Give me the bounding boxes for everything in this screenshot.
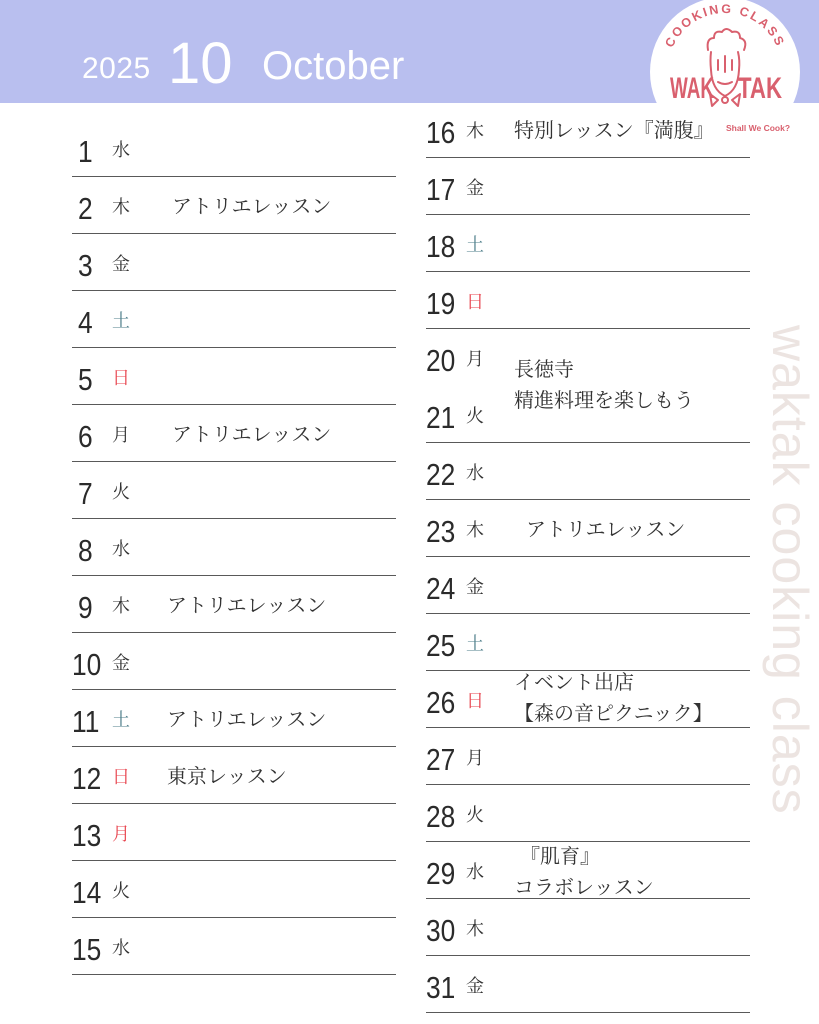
weekday-label: 金 — [466, 178, 484, 199]
multi-event-line: 【森の音ピクニック】 — [514, 701, 713, 725]
weekday-label: 月 — [466, 349, 484, 370]
weekday-label: 木 — [112, 197, 130, 218]
day-number: 21 — [426, 400, 456, 435]
multi-event-line: コラボレッスン — [514, 875, 654, 899]
day-number: 13 — [72, 818, 102, 853]
weekday-label: 木 — [466, 121, 484, 142]
day-number: 9 — [78, 590, 93, 625]
calendar-day-row — [426, 443, 750, 500]
day-number: 24 — [426, 571, 456, 606]
calendar-day-row — [72, 804, 396, 861]
calendar-day-row — [72, 348, 396, 405]
row-divider — [426, 1012, 750, 1013]
calendar-day-row — [72, 861, 396, 918]
multi-event-line: イベント出店 — [514, 670, 634, 694]
calendar-day-row — [72, 576, 396, 633]
weekday-label: 金 — [112, 254, 130, 275]
day-number: 12 — [72, 761, 102, 796]
calendar-day-row — [426, 728, 750, 785]
day-number: 10 — [72, 647, 102, 682]
weekday-label: 土 — [466, 634, 484, 655]
day-number: 1 — [78, 134, 93, 169]
calendar-day-row — [72, 291, 396, 348]
day-number: 28 — [426, 799, 456, 834]
weekday-label: 水 — [112, 938, 130, 959]
day-event: アトリエレッスン — [167, 593, 327, 617]
row-divider — [72, 974, 396, 975]
day-number: 30 — [426, 913, 456, 948]
multi-event-line: 長徳寺 — [514, 357, 574, 381]
weekday-label: 木 — [466, 520, 484, 541]
calendar-day-row — [426, 956, 750, 1013]
day-number: 18 — [426, 229, 456, 264]
calendar-day-row — [72, 519, 396, 576]
calendar-day-row — [72, 918, 396, 975]
weekday-label: 水 — [112, 539, 130, 560]
calendar-day-row — [72, 120, 396, 177]
weekday-label: 金 — [466, 577, 484, 598]
weekday-label: 月 — [466, 748, 484, 769]
weekday-label: 日 — [466, 292, 484, 313]
weekday-label: 水 — [466, 463, 484, 484]
calendar-day-row — [72, 234, 396, 291]
day-number: 14 — [72, 875, 102, 910]
weekday-label: 月 — [112, 425, 130, 446]
calendar-day-row — [426, 158, 750, 215]
logo-tagline: Shall We Cook? — [725, 123, 791, 133]
weekday-label: 火 — [466, 406, 484, 427]
day-event: 東京レッスン — [167, 764, 287, 788]
weekday-label: 土 — [112, 710, 130, 731]
day-number: 25 — [426, 628, 456, 663]
header-month-name: October — [262, 44, 405, 88]
day-event: アトリエレッスン — [172, 422, 332, 446]
header-month-number: 10 — [168, 31, 233, 96]
calendar-day-row — [72, 633, 396, 690]
weekday-label: 水 — [112, 140, 130, 161]
weekday-label: 土 — [112, 311, 130, 332]
logo-left-mark: WAK — [670, 72, 715, 105]
weekday-label: 水 — [466, 862, 484, 883]
header-year: 2025 — [82, 52, 151, 85]
multi-event-line: 精進料理を楽しもう — [514, 388, 694, 412]
multi-event-line: 『肌育』 — [520, 844, 600, 868]
calendar-day-row — [426, 329, 750, 386]
day-number: 16 — [426, 115, 456, 150]
day-event: 特別レッスン『満腹』 — [514, 118, 714, 142]
day-number: 31 — [426, 970, 456, 1005]
weekday-label: 火 — [112, 881, 130, 902]
calendar-day-row — [72, 747, 396, 804]
day-number: 22 — [426, 457, 456, 492]
day-number: 3 — [78, 248, 93, 283]
weekday-label: 火 — [112, 482, 130, 503]
calendar-day-row — [72, 405, 396, 462]
day-number: 6 — [78, 419, 93, 454]
calendar-day-row — [72, 690, 396, 747]
day-number: 8 — [78, 533, 93, 568]
day-event: アトリエレッスン — [167, 707, 327, 731]
day-event: アトリエレッスン — [172, 194, 332, 218]
calendar-day-row — [72, 462, 396, 519]
weekday-label: 金 — [112, 653, 130, 674]
weekday-label: 木 — [466, 919, 484, 940]
day-number: 23 — [426, 514, 456, 549]
weekday-label: 金 — [466, 976, 484, 997]
logo-arc-text: COOKING CLASS — [662, 1, 788, 50]
day-number: 7 — [78, 476, 93, 511]
day-number: 20 — [426, 343, 456, 378]
calendar-day-row — [426, 557, 750, 614]
weekday-label: 日 — [112, 368, 130, 389]
day-number: 27 — [426, 742, 456, 777]
calendar-day-row — [426, 500, 750, 557]
calendar-day-row — [426, 785, 750, 842]
weekday-label: 土 — [466, 235, 484, 256]
calendar-day-row — [72, 177, 396, 234]
weekday-label: 木 — [112, 596, 130, 617]
calendar-day-row — [426, 614, 750, 671]
calendar-day-row — [426, 101, 750, 158]
day-number: 4 — [78, 305, 93, 340]
weekday-label: 火 — [466, 805, 484, 826]
day-number: 11 — [72, 704, 100, 739]
vertical-brand-text: waktak cooking class — [762, 325, 818, 815]
day-number: 2 — [78, 191, 93, 226]
weekday-label: 日 — [112, 767, 130, 788]
day-number: 29 — [426, 856, 456, 891]
weekday-label: 月 — [112, 824, 130, 845]
calendar-day-row — [426, 215, 750, 272]
logo-right-mark: TAK — [738, 72, 783, 105]
calendar-day-row — [426, 272, 750, 329]
day-number: 17 — [426, 172, 456, 207]
day-event: アトリエレッスン — [526, 517, 686, 541]
day-number: 5 — [78, 362, 93, 397]
day-number: 15 — [72, 932, 102, 967]
calendar-day-row — [426, 899, 750, 956]
day-number: 26 — [426, 685, 456, 720]
weekday-label: 日 — [466, 691, 484, 712]
day-number: 19 — [426, 286, 456, 321]
